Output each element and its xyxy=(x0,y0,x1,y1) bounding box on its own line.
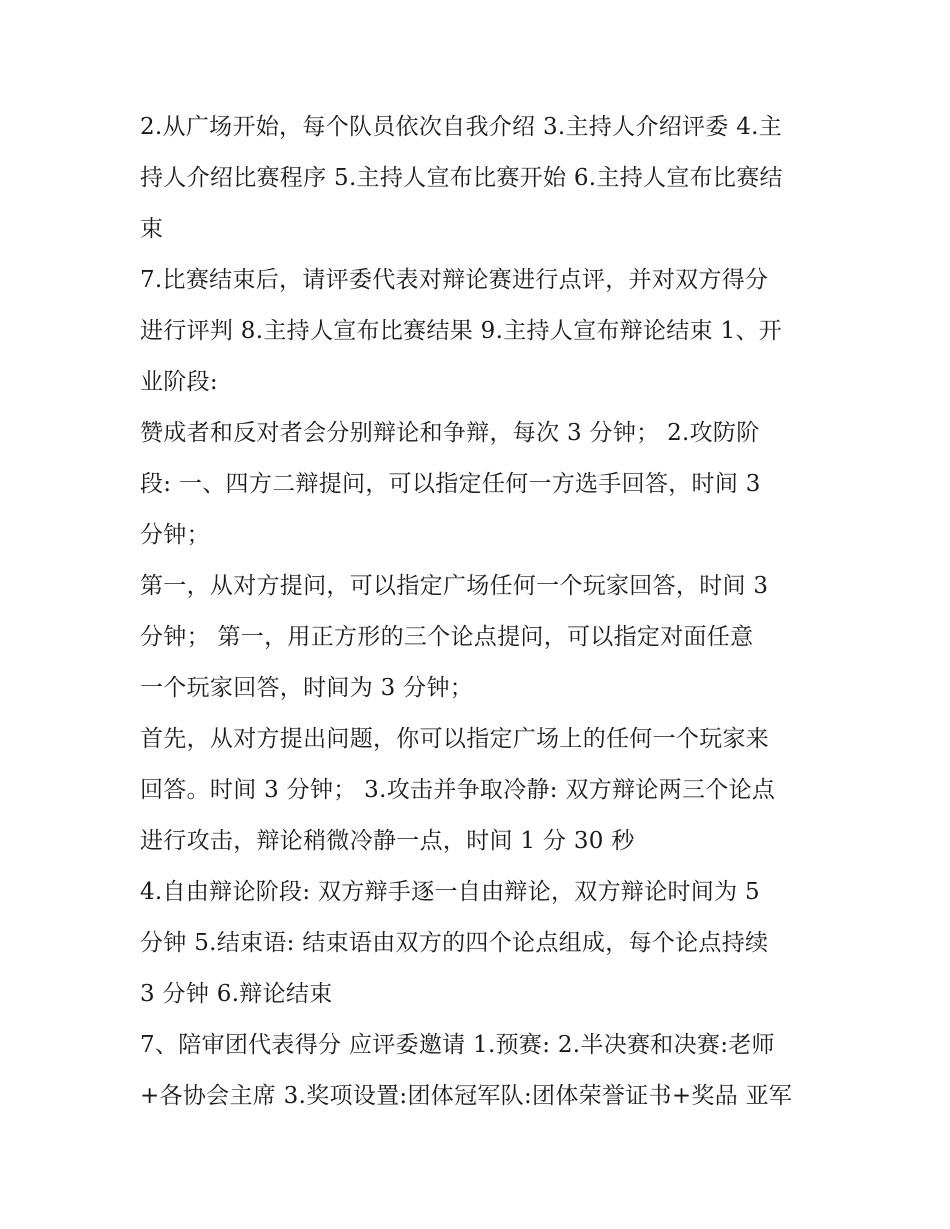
text-line: 一个玩家回答，时间为 3 分钟； xyxy=(140,675,474,701)
text-line: 持人介绍比赛程序 5.主持人宣布比赛开始 6.主持人宣布比赛结 xyxy=(140,165,783,191)
text-line: 分钟； 第一，用正方形的三个论点提问，可以指定对面任意 xyxy=(140,624,754,650)
text-line: 分钟 5.结束语: 结束语由双方的四个论点组成，每个论点持续 xyxy=(140,930,769,956)
document-body xyxy=(140,102,820,1122)
text-line: 第一，从对方提问，可以指定广场任何一个玩家回答，时间 3 xyxy=(140,573,769,599)
text-line: 分钟； xyxy=(140,522,210,548)
text-line: 3 分钟 6.辩论结束 xyxy=(140,981,333,1007)
text-line: 4.自由辩论阶段: 双方辩手逐一自由辩论，双方辩论时间为 5 xyxy=(140,879,760,905)
text-line: 2.从广场开始，每个队员依次自我介绍 3.主持人介绍评委 4.主 xyxy=(140,114,783,140)
text-line: 进行评判 8.主持人宣布比赛结果 9.主持人宣布辩论结束 1、开 xyxy=(140,318,783,344)
text-line: 首先，从对方提出问题，你可以指定广场上的任何一个玩家来 xyxy=(140,726,770,752)
text-line: +各协会主席 3.奖项设置:团体冠军队:团体荣誉证书+奖品 亚军 xyxy=(140,1083,793,1109)
text-line: 进行攻击，辩论稍微冷静一点，时间 1 分 30 秒 xyxy=(140,828,635,854)
text-line: 业阶段: xyxy=(140,369,218,395)
text-line: 7.比赛结束后，请评委代表对辩论赛进行点评，并对双方得分 xyxy=(140,267,769,293)
text-line: 赞成者和反对者会分别辩论和争辩，每次 3 分钟； 2.攻防阶 xyxy=(140,420,760,446)
text-line: 段: 一、四方二辩提问，可以指定任何一方选手回答，时间 3 xyxy=(140,471,761,497)
text-line: 束 xyxy=(140,216,164,242)
text-line: 7、陪审团代表得分 应评委邀请 1.预赛: 2.半决赛和决赛:老师 xyxy=(140,1032,775,1058)
text-line: 回答。时间 3 分钟； 3.攻击并争取冷静: 双方辩论两三个论点 xyxy=(140,777,776,803)
